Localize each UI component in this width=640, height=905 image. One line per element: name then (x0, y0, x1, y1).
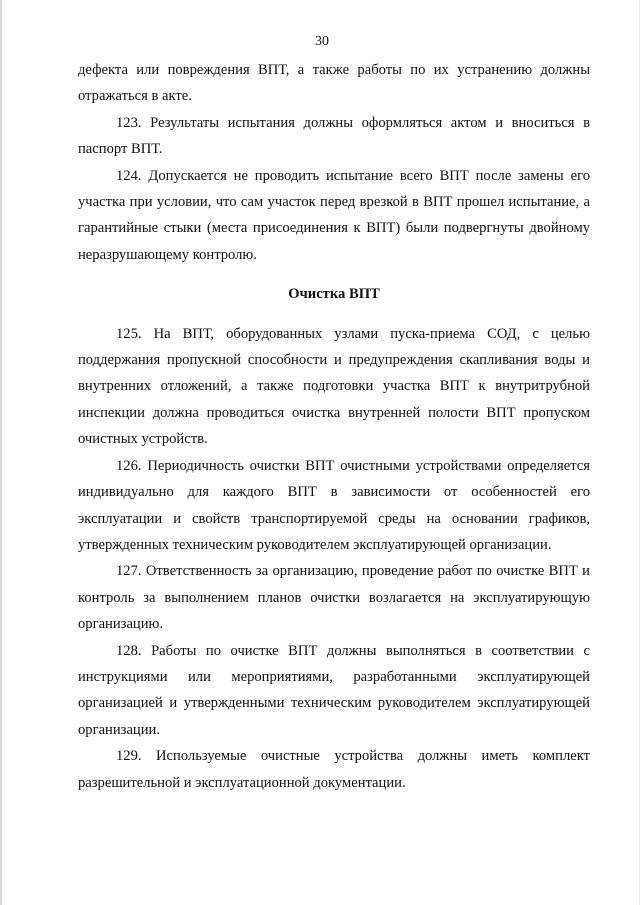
document-body (78, 57, 590, 796)
page-number: 30 (315, 34, 329, 49)
paragraph-124: 124. Допускается не проводить испытание всего ВПТ после замены его участка при условии, что сам участок перед врезкой в ВПТ прошел испытание, а гарантийные стыки (места присоединения к ВПТ) были подвергнуты двойному неразрушающему контролю. (78, 167, 590, 263)
paragraph-continuation: дефекта или повреждения ВПТ, а также работы по их устранению должны отражаться в акте. (78, 62, 590, 105)
paragraph-123: 123. Результаты испытания должны оформляться актом и вноситься в паспорт ВПТ. (78, 114, 590, 158)
paragraph-125: 125. На ВПТ, оборудованных узлами пуска-приема СОД, с целью поддержания пропускной способности и предупреждения скапливания воды и внутренних отложений, а также подготовки участка ВПТ к внутритрубной инспекции должна проводиться очистка внутренней полости ВПТ пропуском очистных устройств. (78, 325, 590, 448)
paragraph-126: 126. Периодичность очистки ВПТ очистными устройствами определяется индивидуально для каждого ВПТ в зависимости от особенностей его эксплуатации и свойств транспортируемой среды на основании графиков, утвержденных техническим руководителем эксплуатирующей организации. (78, 457, 590, 553)
section-heading: Очистка ВПТ (288, 286, 380, 303)
paragraph-127: 127. Ответственность за организацию, проведение работ по очистке ВПТ и контроль за выполнением планов очистки возлагается на эксплуатирующую организацию. (78, 563, 590, 633)
paragraph-129: 129. Используемые очистные устройства должны иметь комплект разрешительной и эксплуатационной документации. (78, 748, 590, 791)
paragraph-128: 128. Работы по очистке ВПТ должны выполняться в соответствии с инструкциями или мероприятиями, разработанными эксплуатирующей организацией и утвержденными техническим руководителем эксплуатирующей организации. (78, 642, 590, 738)
